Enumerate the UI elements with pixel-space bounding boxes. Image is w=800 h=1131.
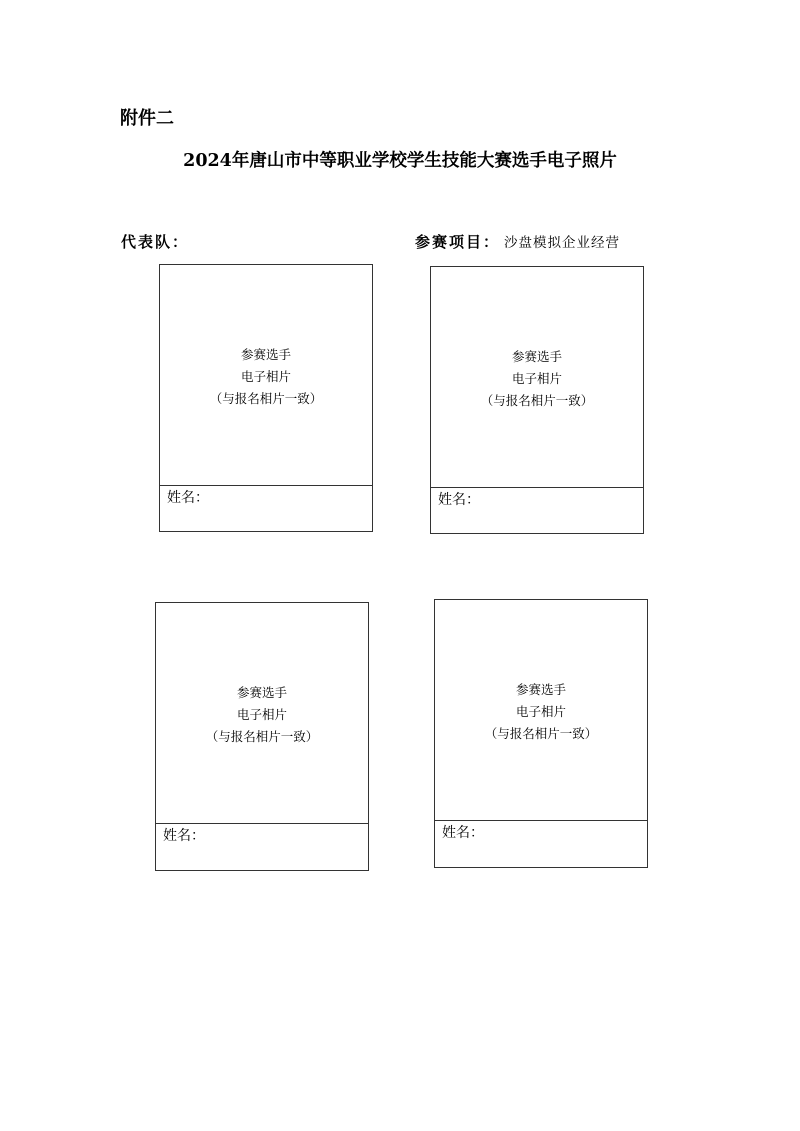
project-value: 沙盘模拟企业经营 [504,235,621,251]
name-label: 姓名： [438,492,480,508]
name-label: 姓名： [167,490,209,506]
photo-line-2: 电子相片 [515,704,566,719]
name-label: 姓名： [163,828,205,844]
photo-placeholder [431,267,643,488]
project-label: 参赛项目： [415,233,501,251]
photo-line-1: 参赛选手 [511,349,562,364]
photo-placeholder [156,603,368,824]
photo-line-3: （与报名相片一致） [205,729,319,744]
attachment-label: 附件二 [120,108,174,129]
photo-box [434,599,648,868]
photo-line-3: （与报名相片一致） [209,391,323,406]
photo-instructions [156,682,368,748]
photo-box [155,602,369,871]
photo-line-3: （与报名相片一致） [484,726,598,741]
photo-line-1: 参赛选手 [240,347,291,362]
photo-placeholder [435,600,647,821]
photo-line-2: 电子相片 [240,369,291,384]
team-label: 代表队： [121,233,190,251]
photo-instructions [435,679,647,745]
photo-line-2: 电子相片 [236,707,287,722]
photo-line-1: 参赛选手 [515,682,566,697]
photo-placeholder [160,265,372,486]
project-field [415,231,620,252]
photo-line-3: （与报名相片一致） [480,393,594,408]
document-title: 2024年唐山市中等职业学校学生技能大赛选手电子照片 [183,151,617,171]
photo-box [159,264,373,532]
photo-box [430,266,644,534]
photo-instructions [160,344,372,410]
photo-line-1: 参赛选手 [236,685,287,700]
photo-instructions [431,346,643,412]
name-label: 姓名： [442,825,484,841]
photo-line-2: 电子相片 [511,371,562,386]
